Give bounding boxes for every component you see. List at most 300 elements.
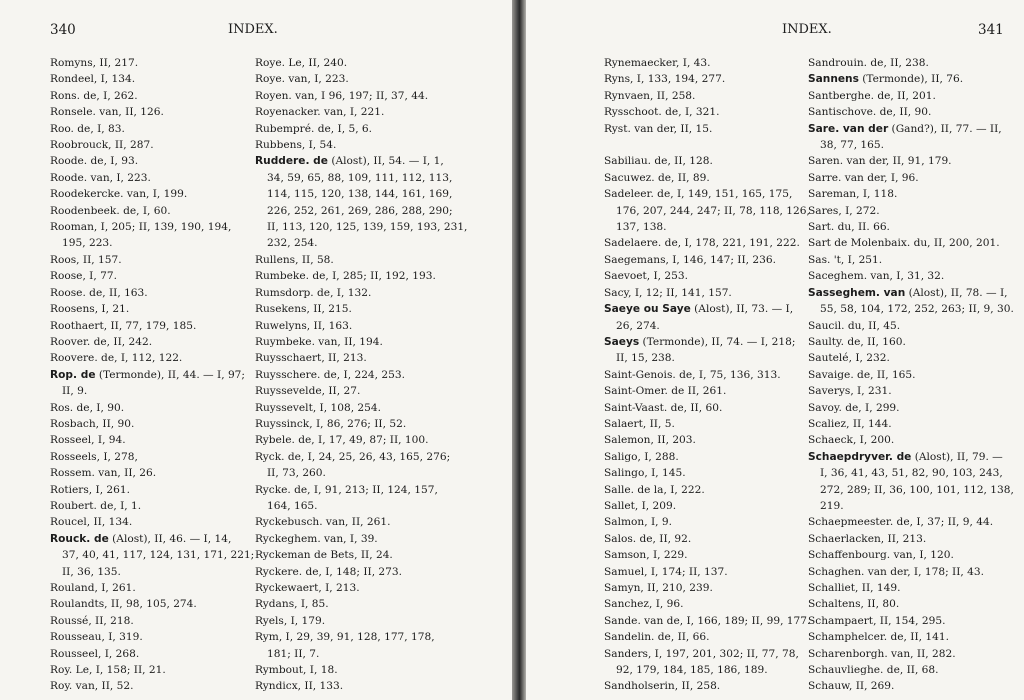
index-entry-text: Rooman, I, 205; II, 139, 190, 194, bbox=[50, 221, 232, 234]
index-entry bbox=[604, 186, 810, 202]
index-entry-text: Sacy, I, 12; II, 141, 157. bbox=[604, 286, 732, 299]
index-entry-text: Rousseau, I, 319. bbox=[50, 631, 143, 644]
index-entry-text: Rotiers, I, 261. bbox=[50, 483, 131, 496]
index-entry bbox=[255, 662, 467, 678]
index-entry-text: Schaghen. van der, I, 178; II, 43. bbox=[808, 565, 984, 578]
index-entry-text: Royenacker. van, I, 221. bbox=[255, 106, 385, 119]
index-entry bbox=[255, 613, 467, 629]
index-entry bbox=[808, 268, 1014, 284]
index-entry bbox=[255, 334, 467, 350]
index-entry bbox=[255, 531, 467, 547]
index-entry-continuation: II, 113, 120, 125, 139, 159, 193, 231, bbox=[267, 221, 468, 234]
index-entry-text: Ruysschere. de, I, 224, 253. bbox=[255, 368, 405, 381]
index-entry bbox=[808, 104, 1014, 120]
index-entry-continuation: II, 36, 135. bbox=[62, 565, 121, 578]
index-entry-text: Roosens, I, 21. bbox=[50, 303, 130, 316]
index-entry-text: Ruyssinck, I, 86, 276; II, 52. bbox=[255, 417, 407, 430]
index-entry bbox=[604, 71, 810, 87]
index-entry bbox=[604, 432, 810, 448]
index-entry-text: Ryns, I, 133, 194, 277. bbox=[604, 73, 726, 86]
index-entry bbox=[255, 153, 467, 169]
index-entry bbox=[808, 170, 1014, 186]
index-entry-text: Salmon, I, 9. bbox=[604, 516, 672, 529]
index-entry-name: Saeye ou Saye bbox=[604, 303, 691, 316]
index-entry-text: Ryndicx, II, 133. bbox=[255, 680, 344, 693]
index-entry bbox=[255, 55, 467, 71]
index-entry-text: Sandrouin. de, II, 238. bbox=[808, 57, 929, 69]
index-entry bbox=[604, 498, 810, 514]
index-entry bbox=[50, 301, 254, 317]
index-entry-text: Saegemans, I, 146, 147; II, 236. bbox=[604, 253, 776, 266]
index-entry-text: Rouland, I, 261. bbox=[50, 582, 136, 594]
index-entry-text: Saevoet, I, 253. bbox=[604, 270, 688, 283]
index-entry-name: Schaepdryver. de bbox=[808, 450, 912, 463]
index-entry-text: Scaliez, II, 144. bbox=[808, 417, 892, 430]
index-entry-text: Ruyssevelde, II, 27. bbox=[255, 385, 361, 398]
index-entry bbox=[50, 285, 254, 301]
index-entry bbox=[604, 285, 810, 301]
index-entry-text: Ruysschaert, II, 213. bbox=[255, 352, 367, 365]
index-entry-text: Roothaert, II, 77, 179, 185. bbox=[50, 319, 197, 332]
index-entry-text: Ruyssevelt, I, 108, 254. bbox=[255, 401, 382, 414]
index-entry bbox=[604, 482, 810, 498]
index-entry bbox=[604, 121, 810, 137]
index-entry-text: Rosbach, II, 90. bbox=[50, 417, 135, 430]
index-entry-text: Ros. de, I, 90. bbox=[50, 401, 125, 414]
index-entry bbox=[50, 153, 254, 169]
index-entry-text: Saucil. du, II, 45. bbox=[808, 319, 901, 332]
index-entry bbox=[604, 400, 810, 416]
index-column bbox=[604, 55, 810, 695]
index-entry-text: Rons. de, I, 262. bbox=[50, 89, 138, 102]
index-entry bbox=[604, 170, 810, 186]
running-header: INDEX. bbox=[782, 22, 832, 37]
index-entry bbox=[808, 662, 1014, 678]
index-entry-text: Salle. de la, I, 222. bbox=[604, 483, 705, 496]
index-entry bbox=[604, 580, 810, 596]
index-entry-text: Rym, I, 29, 39, 91, 128, 177, 178, bbox=[255, 631, 435, 644]
index-entry bbox=[808, 514, 1014, 530]
index-entry bbox=[255, 678, 467, 694]
index-entry-text: Ryckeghem. van, I, 39. bbox=[255, 532, 378, 545]
index-entry bbox=[50, 449, 254, 465]
index-entry-text: Sanchez, I, 96. bbox=[604, 598, 684, 611]
index-entry-text: Ryckeman de Bets, II, 24. bbox=[255, 549, 393, 562]
index-entry bbox=[604, 104, 810, 120]
index-entry bbox=[255, 350, 467, 366]
index-entry bbox=[50, 482, 254, 498]
index-entry bbox=[255, 580, 467, 596]
index-entry-text: Sande. van de, I, 166, 189; II, 99, 177. bbox=[604, 614, 811, 627]
index-entry-text: Ryck. de, I, 24, 25, 26, 43, 165, 276; bbox=[255, 450, 451, 463]
page-number: 341 bbox=[978, 22, 1004, 38]
index-entry bbox=[255, 547, 467, 563]
index-entry bbox=[604, 334, 810, 350]
index-entry-text: Santberghe. de, II, 201. bbox=[808, 89, 936, 102]
index-entry-text: Ryst. van der, II, 15. bbox=[604, 122, 713, 135]
index-entry-text: Roye. van, I, 223. bbox=[255, 73, 349, 86]
index-entry bbox=[50, 432, 254, 448]
index-entry-continuation: 181; II, 7. bbox=[267, 647, 320, 660]
index-entry bbox=[50, 416, 254, 432]
index-entry bbox=[604, 531, 810, 547]
index-entry-text: Rubbens, I, 54. bbox=[255, 139, 337, 152]
index-entry-text: Roovere. de, I, 112, 122. bbox=[50, 352, 183, 365]
index-entry-continuation: I, 36, 41, 43, 51, 82, 90, 103, 243, bbox=[820, 467, 1003, 480]
index-entry bbox=[808, 367, 1014, 383]
index-entry bbox=[808, 318, 1014, 334]
index-entry-text: Sautelé, I, 232. bbox=[808, 352, 890, 365]
index-entry bbox=[604, 547, 810, 563]
index-entry bbox=[50, 613, 254, 629]
index-entry-text: Schauw, II, 269. bbox=[808, 680, 895, 693]
index-entry bbox=[604, 465, 810, 481]
index-entry-continuation: 195, 223. bbox=[62, 237, 113, 250]
index-entry-text: (Termonde), II, 76. bbox=[858, 73, 964, 86]
index-entry bbox=[255, 301, 467, 317]
index-entry-text: Rycke. de, I, 91, 213; II, 124, 157, bbox=[255, 483, 438, 496]
index-entry-text: (Alost), II, 78. — I, bbox=[905, 286, 1008, 299]
index-entry-text: Saren. van der, II, 91, 179. bbox=[808, 155, 952, 168]
index-entry bbox=[255, 268, 467, 284]
index-entry-text: Saligo, I, 288. bbox=[604, 450, 679, 463]
index-entry bbox=[604, 416, 810, 432]
index-entry-text: Salaert, II, 5. bbox=[604, 417, 675, 430]
index-entry bbox=[808, 71, 1014, 87]
index-entry bbox=[255, 367, 467, 383]
index-entry-continuation: 164, 165. bbox=[267, 499, 318, 512]
index-entry bbox=[808, 55, 1014, 71]
index-entry-text: Schamphelcer. de, II, 141. bbox=[808, 631, 949, 644]
index-entry bbox=[50, 88, 254, 104]
index-entry bbox=[50, 646, 254, 662]
index-entry bbox=[255, 432, 467, 448]
index-entry bbox=[808, 400, 1014, 416]
index-entry bbox=[255, 482, 467, 498]
index-entry bbox=[50, 318, 254, 334]
index-entry-text: Roover. de, II, 242. bbox=[50, 335, 153, 348]
index-entry bbox=[255, 318, 467, 334]
index-entry-text: Sandholserin, II, 258. bbox=[604, 680, 721, 693]
index-entry-name: Saeys bbox=[604, 335, 640, 348]
index-entry bbox=[604, 514, 810, 530]
index-entry bbox=[255, 564, 467, 580]
index-entry bbox=[808, 153, 1014, 169]
index-entry bbox=[808, 285, 1014, 301]
index-entry-text: Ryels, I, 179. bbox=[255, 614, 326, 627]
index-entry bbox=[50, 170, 254, 186]
index-entry bbox=[808, 416, 1014, 432]
index-entry-text: Roose. de, II, 163. bbox=[50, 286, 148, 299]
index-entry bbox=[808, 186, 1014, 202]
index-entry bbox=[604, 301, 810, 317]
index-entry-text: Ryckebusch. van, II, 261. bbox=[255, 516, 391, 529]
index-entry-text: Rubempré. de, I, 5, 6. bbox=[255, 122, 373, 135]
index-entry-text: Rosseels, I, 278, bbox=[50, 450, 138, 463]
index-entry-text: Salemon, II, 203. bbox=[604, 434, 696, 447]
index-entry-text: Roucel, II, 134. bbox=[50, 516, 133, 529]
index-entry bbox=[604, 449, 810, 465]
page-number: 340 bbox=[50, 22, 76, 38]
index-entry bbox=[255, 121, 467, 137]
index-entry-text: Schampaert, II, 154, 295. bbox=[808, 614, 946, 627]
index-entry bbox=[604, 367, 810, 383]
index-entry-text: (Alost), II, 79. — bbox=[911, 450, 1003, 463]
index-entry-text: Rossem. van, II, 26. bbox=[50, 467, 157, 480]
index-entry bbox=[808, 613, 1014, 629]
index-entry-text: Schalliet, II, 149. bbox=[808, 582, 901, 594]
index-entry-text: Rosseel, I, 94. bbox=[50, 434, 126, 447]
index-entry bbox=[604, 137, 810, 153]
index-entry bbox=[808, 203, 1014, 219]
index-entry-text: Roy. Le, I, 158; II, 21. bbox=[50, 664, 166, 677]
index-entry bbox=[50, 186, 254, 202]
index-entry-continuation: 226, 252, 261, 269, 286, 288, 290; bbox=[267, 204, 453, 217]
index-entry-text: Sart. du, II. 66. bbox=[808, 221, 890, 234]
index-entry-text: Saceghem. van, I, 31, 32. bbox=[808, 270, 945, 283]
index-entry-continuation: 92, 179, 184, 185, 186, 189. bbox=[616, 664, 768, 677]
running-header: INDEX. bbox=[228, 22, 278, 37]
index-entry-text: Sadelaere. de, I, 178, 221, 191, 222. bbox=[604, 237, 800, 250]
index-entry bbox=[255, 383, 467, 399]
index-entry bbox=[808, 121, 1014, 137]
index-entry-text: (Alost), II, 73. — I, bbox=[690, 303, 794, 316]
index-entry-text: Roubert. de, I, 1. bbox=[50, 499, 142, 512]
index-entry-text: Saint-Omer. de II, 261. bbox=[604, 385, 727, 398]
index-entry-continuation: 55, 58, 104, 172, 252, 263; II, 9, 30. bbox=[820, 303, 1014, 316]
index-entry-text: Roo. de, I, 83. bbox=[50, 122, 125, 135]
index-entry-text: Roobrouck, II, 287. bbox=[50, 139, 154, 152]
index-entry-text: Rumsdorp. de, I, 132. bbox=[255, 286, 372, 299]
index-entry bbox=[255, 71, 467, 87]
index-entry bbox=[604, 564, 810, 580]
index-entry-text: Sareman, I, 118. bbox=[808, 188, 898, 201]
right-page bbox=[526, 0, 1024, 700]
index-entry bbox=[808, 596, 1014, 612]
index-entry-text: Salingo, I, 145. bbox=[604, 467, 686, 480]
index-entry bbox=[808, 629, 1014, 645]
index-entry bbox=[604, 55, 810, 71]
index-entry bbox=[604, 268, 810, 284]
index-entry-text: Samyn, II, 210, 239. bbox=[604, 582, 713, 594]
index-entry bbox=[604, 629, 810, 645]
index-entry-text: Sacuwez. de, II, 89. bbox=[604, 171, 710, 184]
index-column bbox=[255, 55, 467, 695]
index-entry-text: Ronsele. van, II, 126. bbox=[50, 106, 164, 119]
index-entry-text: Royen. van, I 96, 197; II, 37, 44. bbox=[255, 89, 429, 102]
index-entry-name: Sare. van der bbox=[808, 122, 889, 135]
index-entry-continuation: 272, 289; II, 36, 100, 101, 112, 138, bbox=[820, 483, 1014, 496]
index-entry bbox=[50, 104, 254, 120]
index-entry bbox=[808, 252, 1014, 268]
index-entry bbox=[808, 432, 1014, 448]
index-entry bbox=[808, 88, 1014, 104]
index-entry-continuation: 137, 138. bbox=[616, 221, 667, 234]
index-entry-text: Sas. 't, I, 251. bbox=[808, 253, 883, 266]
index-entry bbox=[50, 252, 254, 268]
index-entry-continuation: 114, 115, 120, 138, 144, 161, 169, bbox=[267, 188, 453, 201]
index-entry-text: Schaeck, I, 200. bbox=[808, 434, 895, 447]
index-entry bbox=[50, 596, 254, 612]
index-entry bbox=[50, 678, 254, 694]
index-entry-text: Samuel, I, 174; II, 137. bbox=[604, 565, 728, 578]
index-entry-text: Scharenborgh. van, II, 282. bbox=[808, 647, 956, 660]
index-entry-text: Roulandts, II, 98, 105, 274. bbox=[50, 598, 197, 611]
index-entry-text: Schaerlacken, II, 213. bbox=[808, 532, 927, 545]
index-entry-continuation: 34, 59, 65, 88, 109, 111, 112, 113, bbox=[267, 171, 453, 184]
index-entry-text: Schaltens, II, 80. bbox=[808, 598, 900, 611]
index-entry-text: Schauvlieghe. de, II, 68. bbox=[808, 664, 939, 677]
index-entry-name: Sannens bbox=[808, 73, 859, 86]
index-entry bbox=[808, 678, 1014, 694]
index-entry-text: Rynemaecker, I, 43. bbox=[604, 57, 711, 69]
index-entry-text: Schaffenbourg. van, I, 120. bbox=[808, 549, 954, 562]
index-entry-name: Sasseghem. van bbox=[808, 286, 906, 299]
index-entry bbox=[808, 449, 1014, 465]
index-entry-text: Roos, II, 157. bbox=[50, 253, 122, 266]
index-entry-text: Sandelin. de, II, 66. bbox=[604, 631, 710, 644]
index-entry-text: Sanders, I, 197, 201, 302; II, 77, 78, bbox=[604, 647, 799, 660]
index-entry bbox=[50, 137, 254, 153]
index-entry-text: Salos. de, II, 92. bbox=[604, 532, 692, 545]
index-entry-text: Rondeel, I, 134. bbox=[50, 73, 136, 86]
index-entry bbox=[50, 580, 254, 596]
index-entry bbox=[604, 153, 810, 169]
index-entry-name: Ruddere. de bbox=[255, 155, 328, 168]
index-entry-text: Schaepmeester. de, I, 37; II, 9, 44. bbox=[808, 516, 994, 529]
index-entry bbox=[604, 383, 810, 399]
index-entry-text: (Termonde), II, 74. — I, 218; bbox=[639, 335, 796, 348]
index-entry bbox=[50, 55, 254, 71]
index-entry-text: Savaige. de, II, 165. bbox=[808, 368, 916, 381]
index-entry-name: Rouck. de bbox=[50, 532, 109, 545]
index-entry bbox=[255, 88, 467, 104]
index-entry-text: (Alost), II, 46. — I, 14, bbox=[108, 532, 232, 545]
index-entry-text: Rydans, I, 85. bbox=[255, 598, 329, 611]
index-entry bbox=[255, 285, 467, 301]
index-entry-text: Romyns, II, 217. bbox=[50, 57, 139, 69]
index-entry bbox=[255, 137, 467, 153]
index-entry bbox=[50, 334, 254, 350]
index-entry bbox=[604, 678, 810, 694]
index-entry-text: Roussé, II, 218. bbox=[50, 614, 134, 627]
index-entry bbox=[255, 252, 467, 268]
index-entry-continuation: 37, 40, 41, 117, 124, 131, 171, 221; bbox=[62, 549, 255, 562]
index-entry bbox=[255, 104, 467, 120]
index-entry-text: Rousseel, I, 268. bbox=[50, 647, 140, 660]
index-entry-text: Sarre. van der, I, 96. bbox=[808, 171, 919, 184]
index-entry bbox=[808, 383, 1014, 399]
index-entry bbox=[604, 613, 810, 629]
index-entry-text: Ryckere. de, I, 148; II, 273. bbox=[255, 565, 403, 578]
index-entry-text: Sallet, I, 209. bbox=[604, 499, 677, 512]
index-entry bbox=[604, 646, 810, 662]
index-entry-text: Roy. van, II, 52. bbox=[50, 680, 134, 693]
index-entry-text: Saverys, I, 231. bbox=[808, 385, 892, 398]
index-entry bbox=[604, 252, 810, 268]
index-entry-text: Roode. van, I, 223. bbox=[50, 171, 151, 184]
index-entry-text: Ruymbeke. van, II, 194. bbox=[255, 335, 383, 348]
index-entry bbox=[808, 350, 1014, 366]
index-entry bbox=[50, 400, 254, 416]
index-entry-text: Rynvaen, II, 258. bbox=[604, 89, 696, 102]
index-entry-text: Roodekercke. van, I, 199. bbox=[50, 188, 188, 201]
index-entry-text: Rysschoot. de, I, 321. bbox=[604, 106, 720, 119]
index-entry bbox=[50, 367, 254, 383]
index-entry-text: Sares, I, 272. bbox=[808, 204, 880, 217]
index-entry-text: Samson, I, 229. bbox=[604, 549, 688, 562]
index-entry bbox=[50, 121, 254, 137]
index-entry bbox=[255, 400, 467, 416]
index-entry bbox=[255, 416, 467, 432]
index-entry bbox=[50, 219, 254, 235]
index-entry bbox=[808, 235, 1014, 251]
index-entry-text: Roye. Le, II, 240. bbox=[255, 57, 348, 69]
index-column bbox=[808, 55, 1014, 695]
index-entry-text: (Termonde), II, 44. — I, 97; bbox=[95, 368, 245, 381]
index-entry bbox=[50, 71, 254, 87]
index-entry bbox=[604, 235, 810, 251]
index-entry-text: Saint-Genois. de, I, 75, 136, 313. bbox=[604, 368, 781, 381]
index-entry bbox=[50, 531, 254, 547]
index-entry bbox=[50, 203, 254, 219]
index-entry-text: Rymbout, I, 18. bbox=[255, 664, 338, 677]
index-entry bbox=[808, 646, 1014, 662]
index-column bbox=[50, 55, 254, 695]
index-entry bbox=[808, 580, 1014, 596]
index-entry bbox=[50, 662, 254, 678]
index-entry-text: Savoy. de, I, 299. bbox=[808, 401, 900, 414]
index-entry-text: Rusekens, II, 215. bbox=[255, 303, 352, 316]
index-entry-name: Rop. de bbox=[50, 368, 96, 381]
index-entry bbox=[808, 334, 1014, 350]
index-entry bbox=[50, 465, 254, 481]
index-entry-continuation: II, 9. bbox=[62, 385, 88, 398]
index-entry bbox=[50, 268, 254, 284]
index-entry-text: Roose, I, 77. bbox=[50, 270, 117, 283]
index-entry bbox=[50, 629, 254, 645]
index-entry bbox=[255, 449, 467, 465]
index-entry bbox=[808, 547, 1014, 563]
index-entry-continuation: 38, 77, 165. bbox=[820, 139, 885, 152]
index-entry-continuation: 176, 207, 244, 247; II, 78, 118, 126, bbox=[616, 204, 810, 217]
index-entry-text: (Gand?), II, 77. — II, bbox=[888, 122, 1002, 135]
index-entry-text: Ruwelyns, II, 163. bbox=[255, 319, 353, 332]
index-entry bbox=[50, 514, 254, 530]
index-entry-continuation: 26, 274. bbox=[616, 319, 660, 332]
index-entry-text: Roodenbeek. de, I, 60. bbox=[50, 204, 171, 217]
index-entry bbox=[604, 88, 810, 104]
index-entry-continuation: 232, 254. bbox=[267, 237, 318, 250]
index-entry-text: Saulty. de, II, 160. bbox=[808, 335, 906, 348]
index-entry-text: Sabiliau. de, II, 128. bbox=[604, 155, 713, 168]
index-entry bbox=[808, 219, 1014, 235]
index-entry-continuation: II, 73, 260. bbox=[267, 467, 326, 480]
index-entry-continuation: 219. bbox=[820, 499, 844, 512]
index-entry bbox=[50, 498, 254, 514]
index-entry bbox=[50, 350, 254, 366]
index-entry bbox=[808, 564, 1014, 580]
index-entry-text: (Alost), II, 54. — I, 1, bbox=[327, 155, 444, 168]
index-entry-text: Santischove. de, II, 90. bbox=[808, 106, 932, 119]
index-entry bbox=[808, 531, 1014, 547]
index-entry-text: Ryckewaert, I, 213. bbox=[255, 582, 360, 594]
index-entry-text: Sadeleer. de, I, 149, 151, 165, 175, bbox=[604, 188, 793, 201]
index-entry-text: Saint-Vaast. de, II, 60. bbox=[604, 401, 723, 414]
index-entry-text: Rullens, II, 58. bbox=[255, 253, 334, 266]
index-entry-continuation: II, 15, 238. bbox=[616, 352, 675, 365]
index-entry-text: Roode. de, I, 93. bbox=[50, 155, 139, 168]
